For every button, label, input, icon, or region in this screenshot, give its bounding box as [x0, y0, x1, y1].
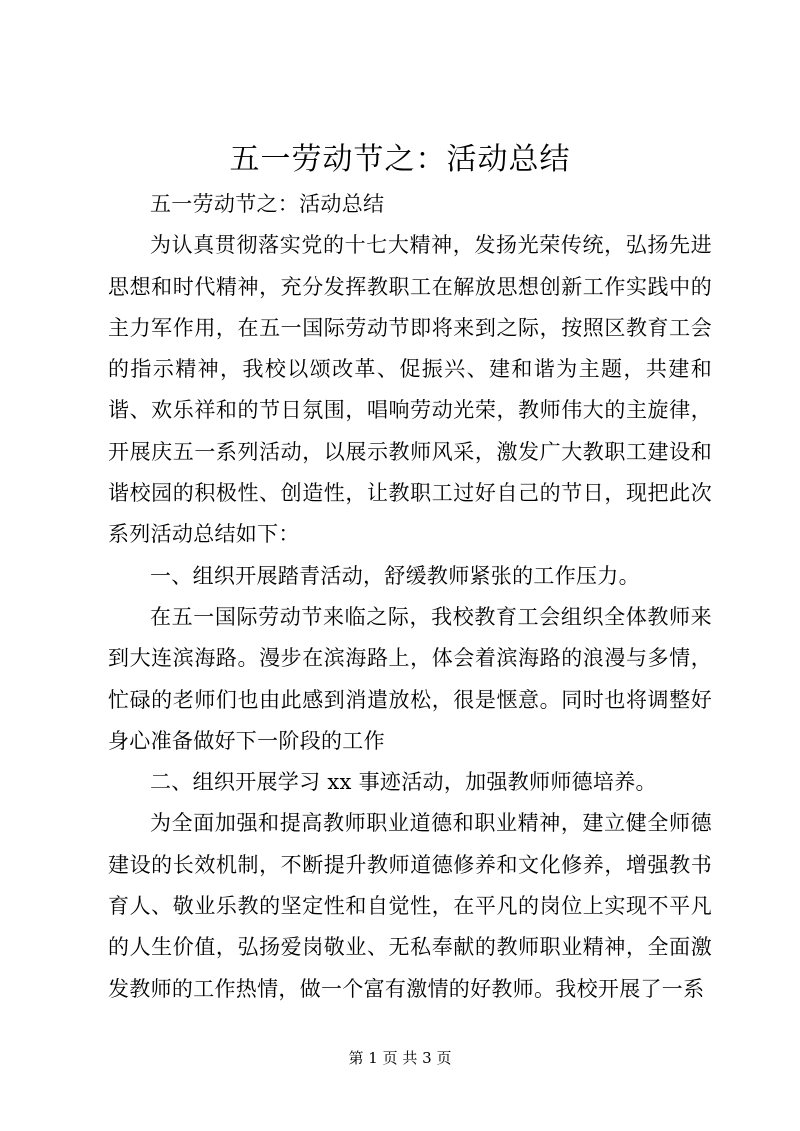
page-footer: 第 1 页 共 3 页	[348, 1049, 452, 1067]
paragraph-section-one-body: 在五一国际劳动节来临之际，我校教育工会组织全体教师来到大连滨海路。漫步在滨海路上，体会着滨海路的浪漫与多情，忙碌的老师们也由此感到消遣放松，很是惬意。同时也将调整好身心准备做好下一阶段的工作	[108, 604, 712, 753]
document-title: 五一劳动节之：活动总结	[229, 142, 571, 177]
document-body	[108, 184, 712, 1010]
paragraph-section-one-heading: 一、组织开展踏青活动，舒缓教师紧张的工作压力。	[150, 563, 640, 588]
paragraph-intro: 为认真贯彻落实党的十七大精神，发扬光荣传统，弘扬先进思想和时代精神，充分发挥教职工在解放思想创新工作实践中的主力军作用，在五一国际劳动节即将来到之际，按照区教育工会的指示精神，我校以颂改革、促振兴、建和谐为主题，共建和谐、欢乐祥和的节日氛围，唱响劳动光荣，教师伟大的主旋律，开展庆五一系列活动，以展示教师风采，激发广大教职工建设和谐校园的积极性、创造性，让教职工过好自己的节日，现把此次系列活动总结如下：	[108, 233, 712, 547]
paragraph-section-two-heading: 二、组织开展学习 xx 事迹活动，加强教师师德培养。	[150, 770, 657, 795]
paragraph-section-two-body: 为全面加强和提高教师职业道德和职业精神，建立健全师德建设的长效机制，不断提升教师道德修养和文化修养，增强教书育人、敬业乐教的坚定性和自觉性，在平凡的岗位上实现不平凡的人生价值，弘扬爱岗敬业、无私奉献的教师职业精神，全面激发教师的工作热情，做一个富有激情的好教师。我校开展了一系	[108, 811, 712, 1001]
paragraph-subtitle: 五一劳动节之：活动总结	[150, 192, 385, 216]
